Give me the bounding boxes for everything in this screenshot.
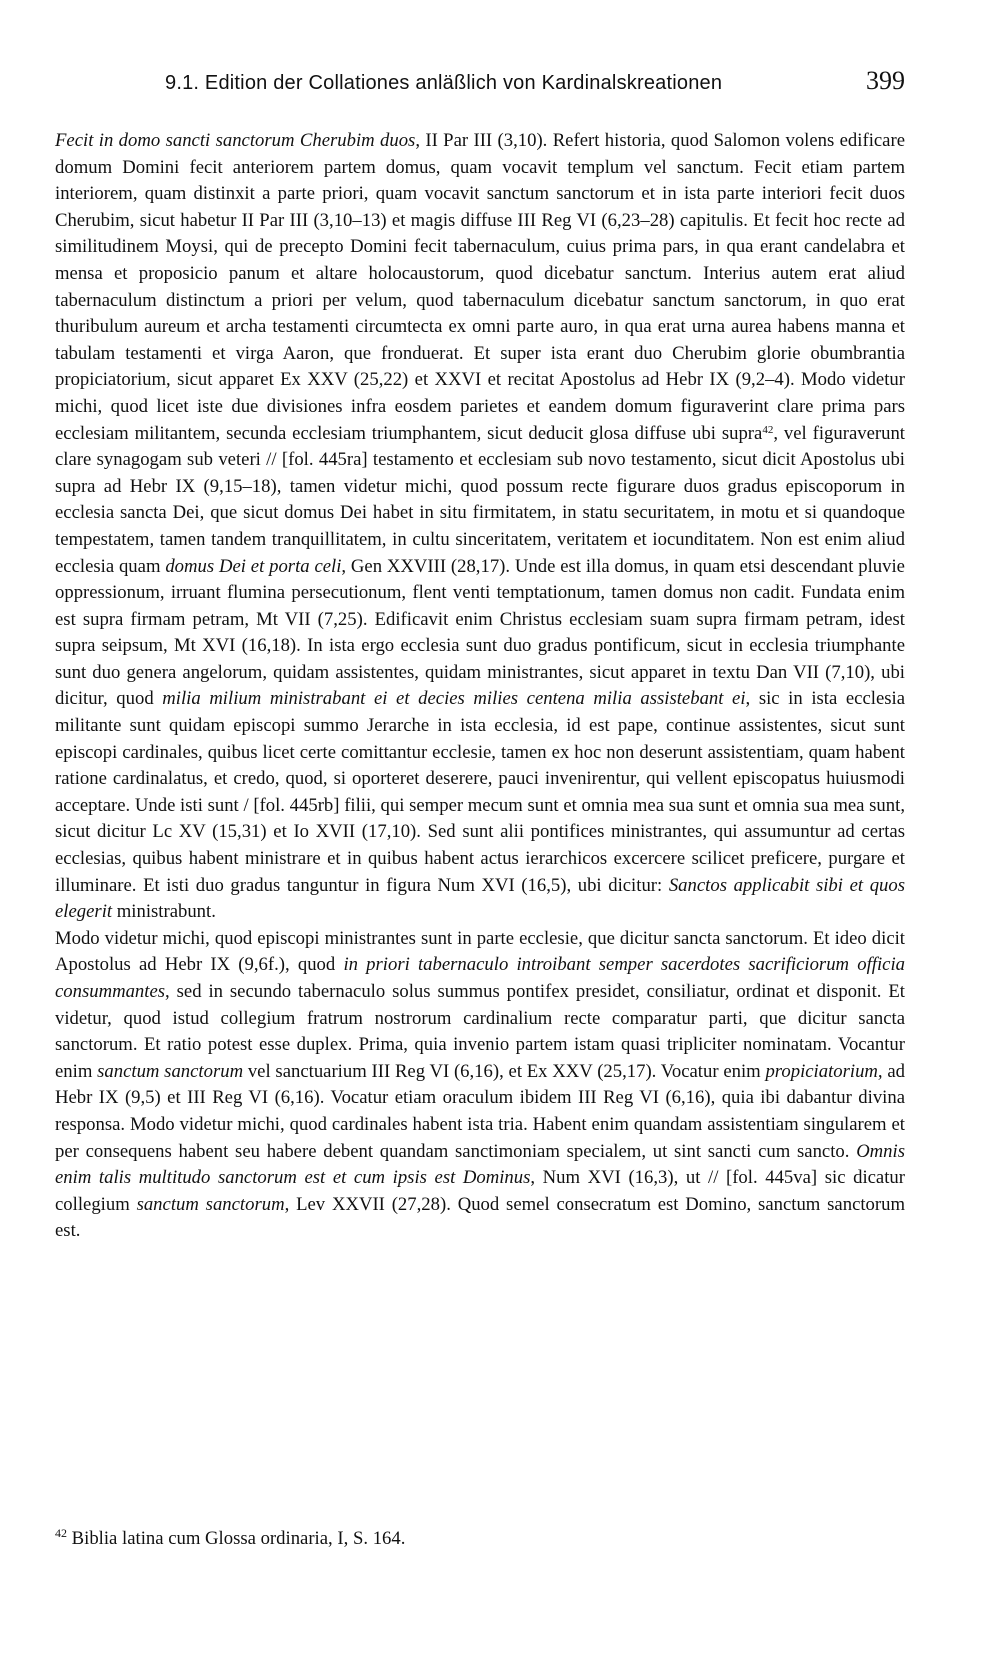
footnote-marker: 42: [762, 423, 774, 436]
italic-quote: propiciatorium,: [765, 1060, 883, 1082]
italic-quote: domus Dei et porta celi: [165, 555, 342, 577]
italic-quote: Omnis enim talis multitudo sanctorum est et cum ipsis est Dominus: [55, 1140, 905, 1189]
text-run: vel sanctuarium III Reg VI (6,16), et Ex XXV (25,17). Vocatur enim: [243, 1060, 766, 1082]
italic-quote: Sanctos applicabit sibi et quos elegerit: [55, 874, 905, 923]
paragraph-1: [55, 128, 905, 926]
text-run: , Num XVI (16,3), ut // [fol. 445va] sic dicatur collegium: [55, 1167, 905, 1215]
text-run: , II Par III (3,10). Refert historia, quod Salomon volens edificare domum Domini fecit anteriorem partem domus, quam vocavit templum vel sanctum. Fecit etiam partem interiorem, quam distinxit a parte priori, quam vocavit sanctum sanctorum et in ista parte interiori fecit duos Cherubim, sicut habetur II Par III (3,10–13) et magis diffuse III Reg VI (6,23–28) capitulis. Et fecit hoc recte ad similitudinem Moysi, qui de precepto Domini fecit tabernaculum, cuius prima pars, in qua erant candelabra et mensa et proposicio panum et altare holocaustorum, quod dicebatur sanctum. Interius autem erat aliud tabernaculum distinctum a priori per velum, quod tabernaculum dicebatur sanctum sanctorum, in quo erat thuribulum aureum et archa testamenti circumtecta ex omni parte auro, in qua erat urna aurea habens manna et tabulam testamenti et virga Aaron, que fronduerat. Et super ista erant duo Cherubim glorie obumbrantia propiciatorium, sicut apparet Ex XXV (25,22) et XXVI et recitat Apostolus ad Hebr IX (9,2–4). Modo videtur michi, quod licet iste due divisiones infra eosdem parietes et eandem domum figuraverint clare prima pars ecclesiam militantem, secunda ecclesiam triumphantem, sicut deducit glosa diffuse ubi supra: [55, 130, 905, 444]
text-run: , sed in secundo tabernaculo solus summus pontifex presidet, consiliatur, ordinat et disponit. Et videtur, quod istud collegium fratrum nostrorum cardinalium recte comparatur parti, que dicitur sancta sanctorum. Et ratio potest esse duplex. Prima, quia invenio partem istam quasi tripliciter nominatam. Vocantur enim: [55, 981, 905, 1082]
text-run: ministrabunt.: [112, 901, 216, 923]
text-run: , Lev XXVII (27,28). Quod semel consecratum est Domino, sanctum sanctorum est.: [55, 1193, 905, 1242]
paragraph-2: [55, 926, 905, 1245]
page-number: 399: [866, 66, 905, 95]
text-run: Modo videtur michi, quod episcopi ministrantes sunt in parte ecclesie, que dicitur sancta sanctorum. Et ideo dicit Apostolus ad Hebr IX (9,6f.), quod: [55, 927, 905, 976]
italic-quote: sanctum sanctorum: [136, 1193, 285, 1215]
text-run: , vel figuraverunt clare synagogam sub veteri // [fol. 445ra] testamento et ecclesiam sub novo testamento, sicut dicit Apostolus ubi supra ad Hebr IX (9,15–18), tamen videtur michi, quod possum recte figurare duos gradus episcoporum in ecclesia sancta Dei, que sicut domus Dei habet in situ firmitatem, in statu securitatem, in motu et si quandoque tempestatem, tamen tandem tranquillitatem, in cultu sinceritatem, veritatem et iocunditatem. Non est enim aliud ecclesia quam: [55, 422, 905, 577]
running-title: 9.1. Edition der Collationes anläßlich von Kardinalskreationen: [165, 72, 723, 94]
italic-quote: milia milium ministrabant ei et decies milies centena milia assistebant ei: [162, 688, 746, 710]
footnote-number: 42: [55, 1526, 67, 1540]
italic-quote: Fecit in domo sancti sanctorum Cherubim duos: [55, 130, 416, 151]
running-head: [165, 66, 905, 106]
footnote: [55, 1526, 905, 1552]
footnote-text: Biblia latina cum Glossa ordinaria, I, S. 164.: [67, 1528, 406, 1549]
italic-quote: in priori tabernaculo introibant semper sacerdotes sacrificiorum officia consummantes: [55, 954, 905, 1002]
text-run: ad Hebr IX (9,5) et III Reg VI (6,16). Vocatur etiam oraculum ibidem III Reg VI (6,16), quia ibi dabantur divina responsa. Modo videtur michi, quod cardinales habent ista tria. Habent enim quandam assistentiam singularem et per consequens habent seu habere debent quandam sanctimoniam specialem, ut sint sancti cum sancto.: [55, 1060, 906, 1162]
text-run: , Gen XXVIII (28,17). Unde est illa domus, in quam etsi descendant pluvie oppressionum, irruant flumina persecutionum, flent venti temptationum, tamen domus non cadit. Fundata enim est supra firmam petram, Mt VII (7,25). Edificavit enim Christus ecclesiam suam supra firmam petram, idest supra seipsum, Mt XVI (16,18). In ista ergo ecclesia sunt duo gradus pontificum, sicut in ecclesia triumphante sunt duo genera angelorum, quidam assistentes, quidam ministrantes, sicut apparet in textu Dan VII (7,10), ubi dicitur, quod: [55, 555, 905, 710]
text-run: , sic in ista ecclesia militante sunt quidam episcopi summo Jerarche in ista ecclesia, id est pape, continue assistentes, sicut sunt episcopi cardinales, quibus licet certe comittantur ecclesie, tamen ex hoc non deserunt assistentiam, quam habent ratione cardinalatus, et credo, quod, si oporteret deserere, pauci invenirentur, qui vellent episcopatus huiusmodi acceptare. Unde isti sunt / [fol. 445rb] filii, qui semper mecum sunt et omnia mea sua sunt et omnia sua mea sunt, sicut dicitur Lc XV (15,31) et Io XVII (17,10). Sed sunt alii pontifices ministrantes, qui assumuntur ad certas ecclesias, quibus habent ministrare et in quibus habent actus ierarchicos excercere scilicet preficere, purgare et illuminare. Et isti duo gradus tanguntur in figura Num XVI (16,5), ubi dicitur:: [55, 688, 905, 896]
italic-quote: sanctum sanctorum: [97, 1060, 244, 1082]
main-text: [55, 128, 905, 1245]
